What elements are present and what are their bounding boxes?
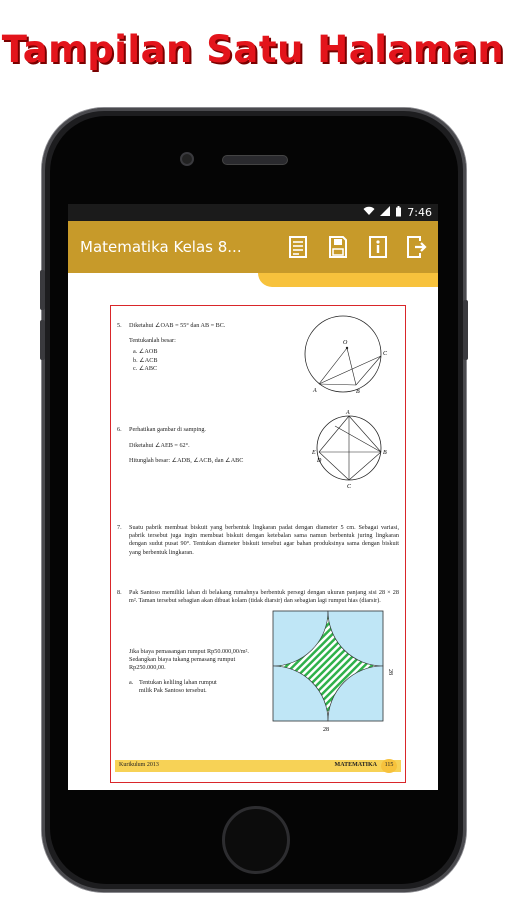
list-item: c. ∠ABC	[133, 364, 158, 372]
page-number: 115	[381, 759, 397, 773]
front-camera	[180, 152, 194, 166]
battery-icon	[395, 206, 402, 220]
question-given: Diketahui ∠AEB = 62°.	[129, 442, 190, 450]
earpiece-speaker	[222, 155, 288, 165]
label-c: C	[347, 484, 352, 490]
question-cost: Jika biaya pemasangan rumput Rp50.000,00/m². Sedangkan biaya tukang pemasang rumput Rp250.000,00.	[129, 648, 249, 672]
signal-icon	[380, 206, 390, 219]
footer-curriculum: Kurikulum 2013	[119, 762, 159, 769]
list-icon	[288, 236, 308, 258]
wifi-icon	[363, 206, 375, 219]
question-6	[117, 426, 317, 466]
headline-title: Tampilan Satu Halaman	[1, 28, 505, 71]
label-a: A	[346, 410, 350, 416]
page-footer	[115, 760, 401, 772]
volume-button	[40, 270, 45, 310]
land-figure-q8	[271, 609, 401, 735]
item-label: a.	[129, 678, 134, 686]
list-item: a. ∠AOB	[133, 348, 158, 356]
list-item: b. ∠ACB	[133, 356, 158, 364]
side-length-label: 28	[387, 669, 393, 675]
save-icon	[328, 236, 348, 258]
power-button	[463, 300, 468, 360]
phone-screen	[68, 204, 438, 790]
question-text: Pak Santoso memiliki lahan di belakang rumahnya berbentuk persegi dengan ukuran panjang sisi 28 × 28 m². Taman tersebut sebagian akan dibuat kolam (tidak diarsir) dan sebagian lagi rumput hias (diarsir).	[129, 589, 399, 605]
question-8-cost	[129, 648, 259, 695]
label-c: C	[383, 351, 388, 357]
question-5	[117, 322, 287, 373]
info-icon	[368, 236, 388, 258]
question-7	[117, 524, 399, 557]
question-number: 7.	[117, 524, 122, 531]
circle-figure-q5	[301, 312, 393, 404]
question-text: Suatu pabrik membuat biskuit yang berbentuk lingkaran padat dengan diameter 5 cm. Sebagai variasi, pabrik tersebut juga ingin membuat biskuit dengan ketebalan sama namun berbentuk juring lingkaran dengan sudut pusat 90°. Tentukan diameter biskuit tersebut agar bahan produksinya sama dengan biskuit yang berbentuk lingkaran.	[129, 524, 399, 556]
question-prompt: Tentukanlah besar:	[129, 337, 176, 345]
home-button[interactable]	[222, 806, 290, 874]
question-number: 6.	[117, 426, 122, 433]
app-bar	[68, 221, 438, 273]
label-d: D	[317, 458, 322, 464]
circle-figure-q6	[311, 408, 391, 490]
question-item-a: Tentukan keliling lahan rumput milik Pak Santoso tersebut.	[139, 678, 217, 694]
question-text: Perhatikan gambar di samping.	[129, 426, 206, 433]
textbook-page[interactable]	[110, 305, 406, 783]
app-bar-accent	[258, 273, 438, 287]
question-8	[117, 589, 399, 605]
footer-subject: MATEMATIKA	[334, 762, 377, 769]
exit-button[interactable]	[398, 227, 438, 267]
status-bar	[68, 204, 438, 221]
status-time: 7:46	[407, 206, 432, 219]
question-text: Diketahui ∠OAB = 55° dan AB = BC.	[129, 322, 226, 329]
info-button[interactable]	[358, 227, 398, 267]
question-number: 8.	[117, 589, 122, 596]
list-button[interactable]	[278, 227, 318, 267]
exit-icon	[407, 236, 429, 258]
app-title: Matematika Kelas 8...	[80, 238, 242, 256]
question-task: Hitunglah besar: ∠ADB, ∠ACB, dan ∠ABC	[129, 457, 244, 465]
question-number: 5.	[117, 322, 122, 329]
label-b: B	[356, 389, 360, 395]
label-e: E	[312, 450, 316, 456]
save-button[interactable]	[318, 227, 358, 267]
bottom-length-label: 28	[323, 727, 329, 733]
label-a: A	[313, 388, 317, 394]
label-b: B	[383, 450, 387, 456]
label-o: O	[343, 340, 348, 346]
volume-button	[40, 320, 45, 360]
